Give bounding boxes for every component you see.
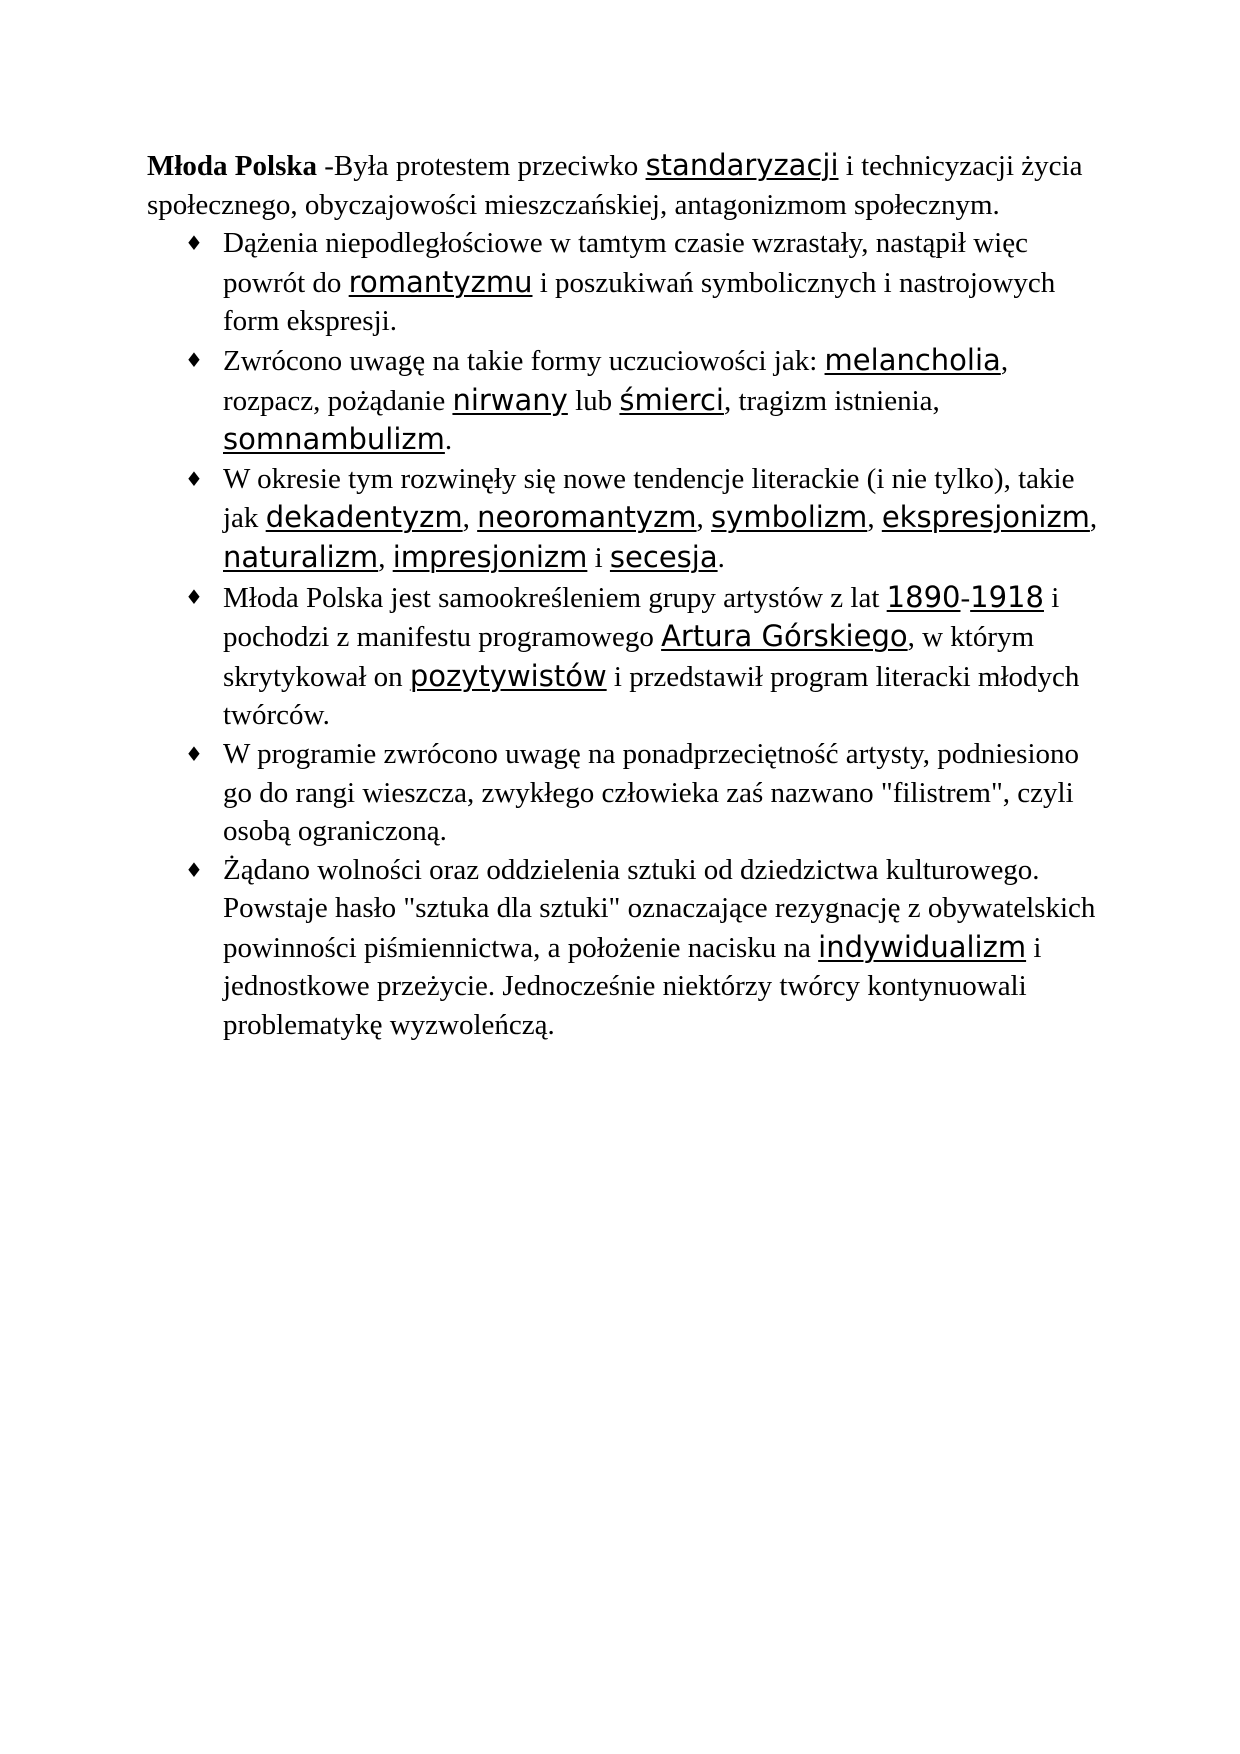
link-1918[interactable]: 1918 [970,579,1044,614]
link-standaryzacji[interactable]: standaryzacji [645,148,839,182]
intro-text: -Była protestem przeciwko [317,150,646,182]
link-1890[interactable]: 1890 [886,579,961,614]
item-text: , tragizm istnienia, [723,384,940,417]
link-nirwany[interactable]: nirwany [452,382,568,417]
item-text: W okresie tym rozwinęły się nowe tendencje literackie (i nie tylko), takie jak [223,462,1075,535]
item-text: , [696,502,712,535]
link-naturalizm[interactable]: naturalizm [223,539,379,574]
list-item [147,224,1107,341]
item-text: , [1089,502,1098,535]
bullet-list [147,224,1107,1044]
link-secesja[interactable]: secesja [609,539,718,574]
item-text: - [960,581,971,614]
diamond-bullet-icon: ♦ [185,741,203,766]
link-indywidualizm[interactable]: indywidualizm [818,929,1027,964]
document-body [147,146,1107,1045]
link-somnambulizm[interactable]: somnambulizm [223,422,445,457]
link-smierci[interactable]: śmierci [619,382,724,417]
item-text: , [378,541,393,574]
link-ekspresjonizm[interactable]: ekspresjonizm [881,500,1090,535]
diamond-bullet-icon: ♦ [185,857,203,882]
item-text: W programie zwrócono uwagę na ponadprzeciętność artysty, podniesiono go do rangi wieszcza, zwykłego człowieka zaś nazwano "filistrem", czyli osobą ograniczoną. [223,737,1080,848]
diamond-bullet-icon: ♦ [185,231,203,256]
link-artura-gorskiego[interactable]: Artura Górskiego [661,619,908,654]
diamond-bullet-icon: ♦ [185,347,203,372]
intro-text: i technicyzacji życia społecznego, obyczajowości mieszczańskiej, antagonizmom społecznym. [147,150,1083,221]
item-text: , [462,502,478,535]
list-item [147,851,1107,1045]
item-text: . [444,424,453,457]
intro-paragraph [147,146,1107,224]
link-melancholia[interactable]: melancholia [824,342,1001,377]
item-text: i jednostkowe przeżycie. Jednocześnie niektórzy twórcy kontynuowali problematykę wyzwoleńczą. [223,931,1042,1042]
item-text: , rozpacz, pożądanie [223,344,1009,417]
item-text: , [867,502,882,535]
item-text: i poszukiwań symbolicznych i nastrojowych form ekspresji. [223,266,1056,338]
link-impresjonizm[interactable]: impresjonizm [392,539,588,574]
item-text: . [717,541,725,574]
diamond-bullet-icon: ♦ [185,584,203,609]
item-text: Dążenia niepodległościowe w tamtym czasie wzrastały, nastąpił więc powrót do [223,227,1028,299]
link-neoromantyzm[interactable]: neoromantyzm [477,500,697,535]
item-text: Młoda Polska jest samookreśleniem grupy artystów z lat [223,581,887,614]
item-text: Żądano wolności oraz oddzielenia sztuki od dziedzictwa kulturowego. Powstaje hasło "sztuka dla sztuki" oznaczające rezygnację z obywatelskich powinności piśmiennictwa, a położenie nacisku na [223,853,1096,964]
link-pozytywistow[interactable]: pozytywistów [409,658,607,693]
item-text: i [587,541,610,574]
link-symbolizm[interactable]: symbolizm [711,500,868,535]
item-text: lub [567,384,620,417]
diamond-bullet-icon: ♦ [185,466,203,491]
list-item [147,341,1107,460]
item-text: i pochodzi z manifestu programowego [223,581,1060,654]
link-dekadentyzm[interactable]: dekadentyzm [265,500,463,535]
item-text: i przedstawił program literacki młodych twórców. [223,660,1080,732]
item-text: Zwrócono uwagę na takie formy uczuciowości jak: [223,344,825,377]
list-item [147,460,1107,578]
list-item [147,578,1107,735]
item-text: , w którym skrytykował on [223,621,1035,693]
link-romantyzmu[interactable]: romantyzmu [348,264,533,299]
intro-title: Młoda Polska [147,150,317,182]
list-item [147,735,1107,851]
